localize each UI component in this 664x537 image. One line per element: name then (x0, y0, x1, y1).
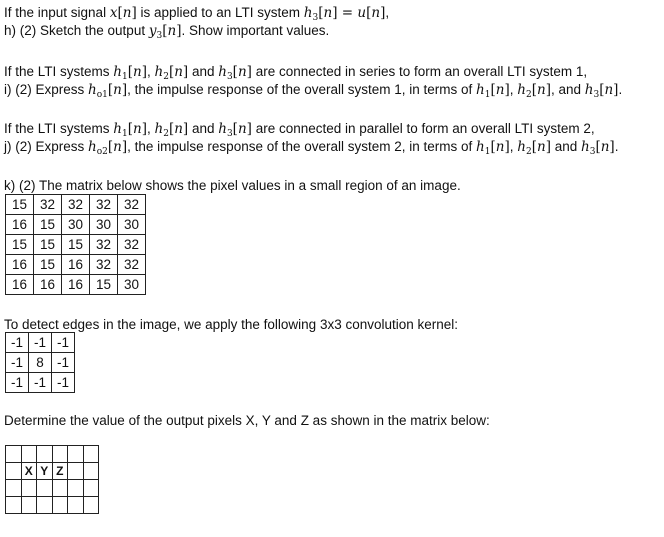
output-intro: Determine the value of the output pixels X, Y and Z as shown in the matrix below: (4, 413, 490, 428)
math-h1-n: $h_1[n]$ (113, 121, 147, 139)
pixel-row (6, 235, 146, 255)
output-cell (6, 446, 22, 463)
pixel-cell: 16 (62, 275, 90, 295)
output-row (6, 480, 99, 497)
i-text: i) (2) Express (4, 82, 89, 97)
pixel-cell: 15 (6, 235, 34, 255)
pixel-cell: 32 (90, 255, 118, 275)
kernel-cell: 8 (29, 353, 52, 373)
pixel-cell: 16 (34, 275, 62, 295)
output-cell (21, 480, 37, 497)
kernel-cell: -1 (6, 333, 29, 353)
output-row (6, 446, 99, 463)
k-intro: k) (2) The matrix below shows the pixel values in a small region of an image. (4, 178, 461, 193)
h-text: is applied to an LTI system (136, 5, 304, 20)
j-text: If the LTI systems (4, 121, 114, 136)
pixel-cell: 32 (62, 195, 90, 215)
kernel-cell: -1 (6, 373, 29, 393)
pixel-cell: 15 (6, 195, 34, 215)
h-text: If the input signal (4, 5, 110, 20)
output-cell (21, 497, 37, 514)
pixel-cell: 16 (62, 255, 90, 275)
output-cell (52, 446, 68, 463)
j-line-2: j) (2) Express $h_{o2}[n]$, the impulse response of the overall system 2, in terms of $h_1[n]$, $h_2[n]$ and $h_3[n]$. (4, 139, 619, 157)
output-cell (37, 480, 53, 497)
i-text: , the impulse response of the overall system 1, in terms of (127, 82, 477, 97)
i-text: are connected in series to form an overall LTI system 1, (251, 64, 588, 79)
pixel-row (6, 195, 146, 215)
output-cell (83, 446, 99, 463)
j-text: and (188, 121, 219, 136)
output-cell: Z (52, 463, 68, 480)
j-text: and (550, 139, 581, 154)
math-h3-n: $h_3[n]$ (218, 121, 252, 139)
i-text: and (188, 64, 219, 79)
math-h1-n: $h_1[n]$ (476, 139, 510, 157)
output-cell (68, 480, 84, 497)
pixel-cell: 30 (90, 215, 118, 235)
output-cell (83, 480, 99, 497)
output-cell (21, 446, 37, 463)
math-h3-eq-u: $h_3[n] = u[n]$ (303, 5, 386, 23)
i-text: If the LTI systems (4, 64, 114, 79)
pixel-cell: 32 (90, 195, 118, 215)
math-h1-n: $h_1[n]$ (113, 64, 147, 82)
output-cell (6, 497, 22, 514)
pixel-row (6, 275, 146, 295)
math-h2-n: $h_2[n]$ (154, 64, 189, 82)
output-cell (83, 497, 99, 514)
pixel-row (6, 215, 146, 235)
pixel-cell: 15 (34, 215, 62, 235)
pixel-cell: 32 (90, 235, 118, 255)
j-line-1: If the LTI systems $h_1[n]$, $h_2[n]$ and $h_3[n]$ are connected in parallel to form an overall LTI system 2, (4, 121, 595, 139)
output-cell (6, 480, 22, 497)
kernel-matrix (5, 332, 75, 393)
math-h3-n: $h_3[n]$ (218, 64, 252, 82)
math-ho2-n: $h_{o2}[n]$ (88, 139, 128, 157)
math-h2-n: $h_2[n]$ (517, 139, 551, 157)
pixel-cell: 30 (118, 275, 146, 295)
output-cell (52, 480, 68, 497)
pixel-row (6, 255, 146, 275)
output-matrix (5, 445, 99, 514)
kernel-cell: -1 (29, 373, 52, 393)
pixel-matrix (5, 194, 146, 295)
kernel-row (6, 333, 75, 353)
output-cell (83, 463, 99, 480)
math-x-n: x[n] (109, 5, 137, 21)
math-h2-n: $h_2[n]$ (154, 121, 189, 139)
output-cell (6, 463, 22, 480)
pixel-cell: 15 (34, 255, 62, 275)
pixel-cell: 32 (118, 255, 146, 275)
output-cell: X (21, 463, 37, 480)
output-cell (52, 497, 68, 514)
i-text: , and (550, 82, 585, 97)
pixel-cell: 16 (6, 215, 34, 235)
pixel-cell: 16 (6, 275, 34, 295)
math-h1-n: $h_1[n]$ (476, 82, 510, 100)
i-line-2: i) (2) Express $h_{o1}[n]$, the impulse response of the overall system 1, in terms of $h_1[n]$, $h_2[n]$, and $h_3[n]$. (4, 82, 623, 100)
kernel-cell: -1 (52, 373, 75, 393)
pixel-cell: 15 (90, 275, 118, 295)
i-line-1: If the LTI systems $h_1[n]$, $h_2[n]$ and $h_3[n]$ are connected in series to form an overall LTI system 1, (4, 64, 588, 82)
output-cell: Y (37, 463, 53, 480)
h-line-1: If the input signal x[n] is applied to an LTI system $h_3[n] = u[n]$, (4, 5, 390, 23)
pixel-cell: 15 (34, 235, 62, 255)
math-h3-n: $h_3[n]$ (584, 82, 619, 100)
math-ho1-n: $h_{o1}[n]$ (88, 82, 128, 100)
kernel-row (6, 373, 75, 393)
pixel-cell: 32 (118, 235, 146, 255)
kernel-row (6, 353, 75, 373)
kernel-cell: -1 (6, 353, 29, 373)
output-cell (68, 497, 84, 514)
output-cell (37, 446, 53, 463)
h-text: . Show important values. (181, 23, 330, 38)
output-row (6, 497, 99, 514)
output-cell (37, 497, 53, 514)
output-cell (68, 446, 84, 463)
pixel-cell: 32 (34, 195, 62, 215)
kernel-cell: -1 (29, 333, 52, 353)
kernel-intro: To detect edges in the image, we apply the following 3x3 convolution kernel: (4, 317, 459, 332)
kernel-cell: -1 (52, 353, 75, 373)
j-text: j) (2) Express (4, 139, 89, 154)
math-h3-n: $h_3[n]$ (581, 139, 615, 157)
pixel-cell: 16 (6, 255, 34, 275)
pixel-cell: 30 (118, 215, 146, 235)
j-text: are connected in parallel to form an overall LTI system 2, (251, 121, 595, 136)
h-line-2 (4, 22, 329, 45)
j-text: , the impulse response of the overall system 2, in terms of (127, 139, 477, 154)
h-text: h) (2) Sketch the output (4, 23, 149, 38)
math-h2-n: $h_2[n]$ (517, 82, 551, 100)
kernel-cell: -1 (52, 333, 75, 353)
output-cell (68, 463, 84, 480)
output-row (6, 463, 99, 480)
math-y3-n: $y_3[n]$ (148, 23, 182, 41)
pixel-cell: 32 (118, 195, 146, 215)
pixel-cell: 15 (62, 235, 90, 255)
pixel-cell: 30 (62, 215, 90, 235)
